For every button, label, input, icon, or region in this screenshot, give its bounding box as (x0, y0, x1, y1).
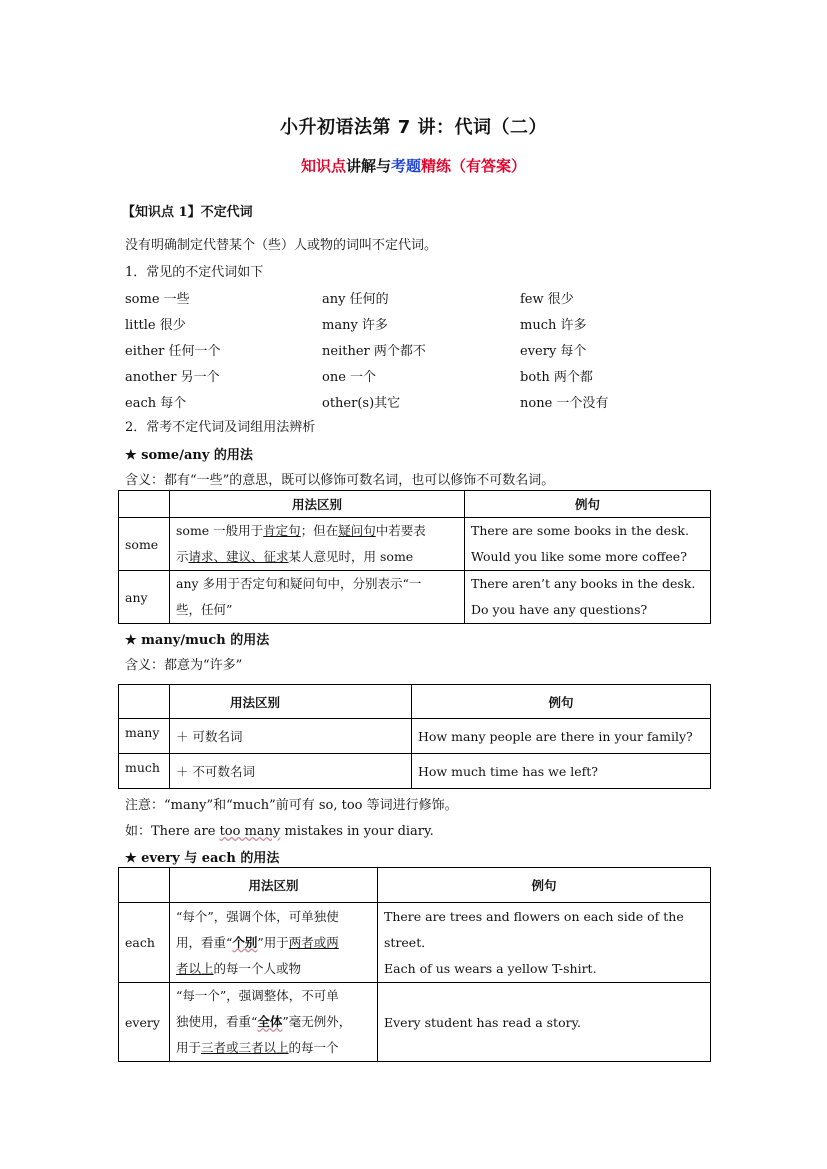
subsection-heading: ★ many/much 的用法 (125, 633, 270, 648)
example-cell (465, 518, 711, 571)
column-header: 例句 (412, 685, 711, 719)
example-cell: How much time has we left? (412, 754, 711, 789)
usage-text: ；但在 (300, 523, 339, 538)
subsection-heading: ★ some/any 的用法 (125, 448, 253, 463)
pronoun-item: other(s)其它 (322, 396, 401, 411)
example-text: Do you have any questions? (471, 602, 648, 617)
word-cell: much (119, 754, 170, 789)
usage-text: 者以上 (176, 960, 214, 976)
some-any-table (118, 490, 711, 624)
page-title: 小升初语法第 7 讲：代词（二） (279, 117, 548, 138)
word-cell: some (119, 518, 170, 571)
table-corner (119, 491, 170, 518)
pronoun-item: many 许多 (322, 318, 388, 333)
usage-text: ”用于 (257, 934, 289, 950)
subtitle-part: 讲解与 (345, 157, 391, 175)
meaning-text: 含义：都有“一些”的意思，既可以修饰可数名词，也可以修饰不可数名词。 (125, 473, 555, 488)
usage-cell (170, 518, 465, 571)
usage-text: ”毫无例外， (282, 1014, 352, 1029)
example-text: Each of us wears a yellow T-shirt. (384, 961, 597, 976)
usage-text: 肯定句 (263, 523, 301, 538)
every-each-table (118, 867, 711, 1062)
pronoun-item: much 许多 (520, 318, 587, 333)
example-sentence (125, 820, 434, 839)
example-text: Would you like some more coffee? (471, 549, 687, 564)
pronoun-item: another 另一个 (125, 370, 220, 385)
usage-text: “每个”，强调个体，可单独使 (176, 908, 339, 924)
section-heading: 【知识点 1】不定代词 (122, 205, 253, 220)
example-text: too many (219, 824, 281, 839)
subtitle-part: 精练（有答案） (421, 157, 527, 175)
column-header: 用法区别 (170, 868, 378, 903)
column-header: 用法区别 (170, 685, 412, 719)
usage-text: any 多用于否定句和疑问句中，分别表示“一 (176, 576, 422, 591)
pronoun-item: both 两个都 (520, 370, 593, 385)
example-cell: Every student has read a story. (378, 983, 711, 1062)
usage-text: “每一个”，强调整体，不可单 (176, 988, 339, 1003)
table-corner (119, 868, 170, 903)
pronoun-item: one 一个 (322, 370, 377, 385)
usage-text: 两者或两 (288, 934, 339, 950)
pronoun-item: neither 两个都不 (322, 344, 426, 359)
usage-text: 的每一个 (288, 1040, 339, 1055)
usage-cell (170, 983, 378, 1062)
example-text: There are trees and flowers on each side of the street． (384, 909, 684, 950)
note-text: 注意：“many”和“much”前可有 so, too 等词进行修饰。 (125, 798, 458, 813)
word-cell: many (119, 719, 170, 754)
list-heading: 1．常见的不定代词如下 (125, 265, 264, 280)
pronoun-item: any 任何的 (322, 292, 389, 307)
example-cell: How many people are there in your family? (412, 719, 711, 754)
usage-cell: ＋ 不可数名词 (170, 754, 412, 789)
pronoun-item: some 一些 (125, 292, 190, 307)
example-text: mistakes in your diary. (280, 824, 434, 839)
usage-text: 中若要表 (375, 523, 426, 538)
subtitle-part: 知识点 (300, 157, 346, 175)
pronoun-item: each 每个 (125, 396, 187, 411)
usage-text: 某人意见时，用 some (288, 549, 414, 564)
pronoun-item: every 每个 (520, 344, 587, 359)
word-cell: every (119, 983, 170, 1062)
definition-text: 没有明确制定代替某个（些）人或物的词叫不定代词。 (125, 238, 438, 253)
usage-text: 疑问句 (338, 523, 376, 538)
usage-text: 示 (176, 549, 189, 564)
meaning-text: 含义：都意为“许多” (125, 658, 243, 673)
usage-text: 请求、建议、征求 (188, 549, 289, 564)
subtitle-part: 考题 (391, 157, 422, 175)
column-header: 用法区别 (170, 491, 465, 518)
word-cell: any (119, 571, 170, 624)
example-text: There are some books in the desk. (471, 523, 689, 538)
usage-cell (170, 903, 378, 983)
example-cell (465, 571, 711, 624)
pronoun-item: none 一个没有 (520, 396, 609, 411)
pronoun-item: either 任何一个 (125, 344, 221, 359)
usage-text: 三者或三者以上 (201, 1040, 289, 1055)
usage-text: 全体 (257, 1014, 283, 1029)
usage-text: 的每一个人或物 (213, 960, 302, 976)
usage-text: 些，任何” (176, 602, 233, 617)
example-cell (378, 903, 711, 983)
usage-text: 个别 (232, 934, 258, 950)
example-text: 如：There are (125, 824, 220, 839)
table-corner (119, 685, 170, 719)
usage-text: 用于 (176, 1040, 202, 1055)
subsection-heading: ★ every 与 each 的用法 (125, 851, 280, 866)
many-much-table (118, 684, 711, 789)
pronoun-item: few 很少 (520, 292, 574, 307)
column-header: 例句 (465, 491, 711, 518)
usage-text: 用，看重“ (176, 934, 233, 950)
usage-text: some 一般用于 (176, 523, 264, 538)
column-header: 例句 (378, 868, 711, 903)
usage-text: 独使用，看重“ (176, 1014, 258, 1029)
list-heading: 2．常考不定代词及词组用法辨析 (125, 420, 316, 435)
word-cell: each (119, 903, 170, 983)
usage-cell (170, 571, 465, 624)
usage-cell: ＋ 可数名词 (170, 719, 412, 754)
pronoun-item: little 很少 (125, 318, 186, 333)
page-subtitle (0, 155, 827, 176)
example-text: There aren’t any books in the desk. (471, 576, 696, 591)
